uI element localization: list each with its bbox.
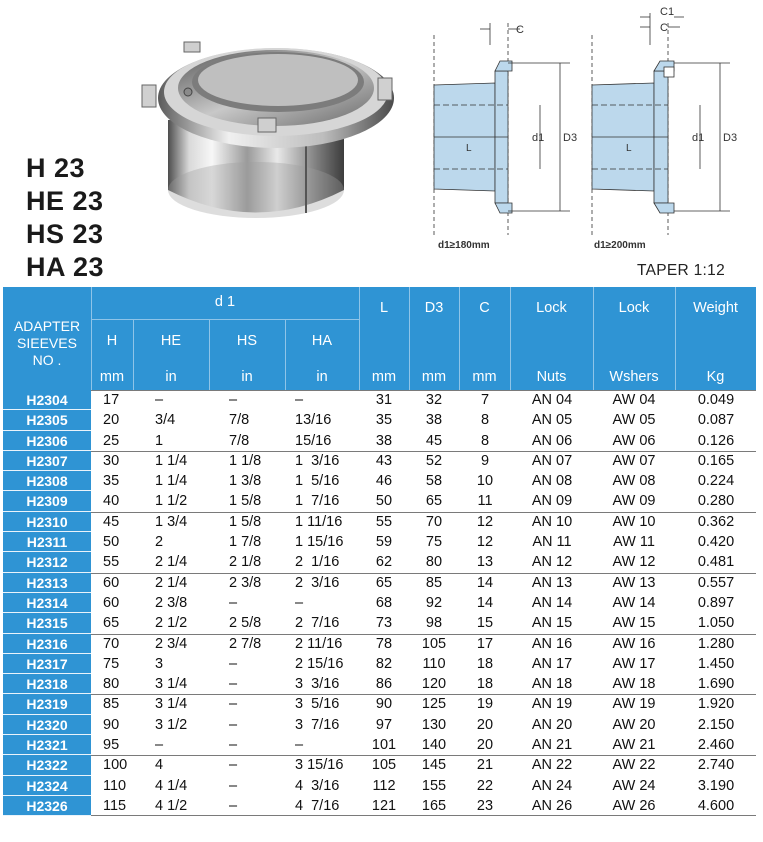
cell-ha: 3 15/16 — [295, 757, 344, 774]
cell-weight: 1.690 — [697, 676, 735, 693]
cell-he: 1 1/2 — [155, 493, 188, 510]
cell-hs: – — [229, 594, 238, 611]
table-row — [3, 431, 756, 451]
cell-l: 46 — [375, 473, 393, 490]
row-code: H2305 — [3, 410, 91, 430]
cell-he: 2 1/4 — [155, 574, 188, 591]
cell-weight: 1.450 — [697, 655, 735, 672]
row-code: H2306 — [3, 431, 91, 451]
cell-hs: 7/8 — [229, 432, 250, 449]
cell-he: 1 1/4 — [155, 452, 188, 469]
hs-header: HS — [236, 333, 258, 349]
table-row — [3, 715, 756, 735]
cell-lock-nut: AN 14 — [531, 594, 573, 611]
c-unit: mm — [472, 369, 497, 385]
cell-l: 35 — [375, 412, 393, 429]
cell-l: 97 — [375, 716, 393, 733]
cell-ha: 1 5/16 — [295, 473, 340, 490]
table-header — [3, 287, 756, 390]
cell-he: 4 1/2 — [155, 797, 188, 814]
row-code: H2316 — [3, 634, 91, 654]
lock-washers-header: Lock — [618, 300, 650, 316]
cell-weight: 0.049 — [697, 392, 735, 408]
cell-l: 50 — [375, 493, 393, 510]
cell-ha: 4 7/16 — [295, 797, 340, 814]
cell-ha: 1 3/16 — [295, 452, 340, 469]
cell-h: 30 — [103, 452, 120, 469]
cell-d3: 105 — [421, 635, 447, 652]
cell-ha: – — [295, 737, 304, 754]
cell-h: 60 — [103, 594, 120, 611]
cell-h: 60 — [103, 574, 120, 591]
table-row — [3, 674, 756, 694]
cell-ha: 1 7/16 — [295, 493, 340, 510]
row-code: H2326 — [3, 796, 91, 816]
cell-weight: 0.557 — [697, 574, 735, 591]
row-code: H2321 — [3, 735, 91, 755]
cell-weight: 0.420 — [697, 534, 735, 551]
cell-c: 13 — [476, 554, 494, 571]
cell-d3: 38 — [425, 412, 443, 429]
cell-hs: – — [229, 655, 238, 672]
cell-lock-washer: AW 19 — [612, 696, 656, 713]
d1-header: d 1 — [214, 294, 236, 310]
cell-hs: 1 5/8 — [229, 513, 262, 530]
nuts-unit: Nuts — [536, 369, 567, 385]
cell-lock-washer: AW 12 — [612, 554, 656, 571]
table-row — [3, 512, 756, 532]
cell-weight: 1.050 — [697, 615, 735, 632]
cell-c: 20 — [476, 737, 494, 754]
cell-lock-washer: AW 13 — [612, 574, 656, 591]
cell-c: 17 — [476, 635, 494, 652]
cell-d3: 120 — [421, 676, 447, 693]
cell-lock-washer: AW 09 — [612, 493, 656, 510]
cell-l: 62 — [375, 554, 393, 571]
cell-lock-washer: AW 14 — [612, 594, 656, 611]
cell-lock-washer: AW 20 — [612, 716, 656, 733]
cell-h: 115 — [103, 797, 127, 814]
adapter-sleeve-image — [138, 30, 400, 220]
diagram-right-c1-label: C1 — [660, 6, 675, 18]
cell-h: 65 — [103, 615, 120, 632]
weight-header: Weight — [693, 300, 738, 316]
cell-c: 14 — [476, 574, 494, 591]
cell-d3: 75 — [425, 534, 443, 551]
cross-section-diagram-right — [580, 5, 763, 253]
cell-d3: 145 — [421, 757, 447, 774]
cell-c: 20 — [476, 716, 494, 733]
cell-d3: 98 — [425, 615, 443, 632]
cell-h: 85 — [103, 696, 120, 713]
cell-l: 59 — [375, 534, 393, 551]
cell-c: 12 — [476, 513, 494, 530]
cell-lock-nut: AN 04 — [531, 392, 573, 408]
ha-header: HA — [311, 333, 333, 349]
diagram-right-c-label: C — [660, 22, 668, 34]
cell-hs: 2 5/8 — [229, 615, 262, 632]
series-title-h23: H 23 — [26, 153, 86, 183]
cell-l: 82 — [375, 655, 393, 672]
cell-d3: 92 — [425, 594, 443, 611]
cell-ha: 2 1/16 — [295, 554, 340, 571]
cell-hs: 7/8 — [229, 412, 250, 429]
cell-c: 23 — [476, 797, 494, 814]
cell-lock-nut: AN 18 — [531, 676, 573, 693]
cell-lock-nut: AN 13 — [531, 574, 573, 591]
cell-lock-washer: AW 26 — [612, 797, 656, 814]
cell-c: 15 — [476, 615, 494, 632]
cell-l: 55 — [375, 513, 393, 530]
cell-lock-washer: AW 16 — [612, 635, 656, 652]
cell-lock-washer: AW 21 — [612, 737, 656, 754]
cell-d3: 155 — [421, 777, 447, 794]
cell-lock-washer: AW 04 — [612, 392, 656, 408]
cell-h: 45 — [103, 513, 120, 530]
cell-d3: 52 — [425, 452, 443, 469]
table-row — [3, 532, 756, 552]
cell-weight: 2.150 — [697, 716, 735, 733]
diagram-left-caption: d1≥180mm — [438, 240, 490, 251]
cell-hs: – — [229, 392, 238, 408]
row-code: H2314 — [3, 593, 91, 613]
cell-l: 38 — [375, 432, 393, 449]
cell-ha: 2 3/16 — [295, 574, 340, 591]
cell-weight: 0.280 — [697, 493, 735, 510]
table-row — [3, 755, 756, 775]
cell-ha: 3 3/16 — [295, 676, 340, 693]
cell-h: 90 — [103, 716, 120, 733]
row-code: H2308 — [3, 471, 91, 491]
row-code: H2307 — [3, 451, 91, 471]
he-unit: in — [165, 369, 177, 385]
cell-l: 65 — [375, 574, 393, 591]
row-code: H2304 — [3, 390, 91, 410]
row-code: H2320 — [3, 715, 91, 735]
row-code: H2322 — [3, 755, 91, 775]
cell-hs: 1 7/8 — [229, 534, 262, 551]
row-code: H2319 — [3, 694, 91, 714]
cell-lock-nut: AN 11 — [532, 534, 572, 551]
cell-he: 3 1/2 — [155, 716, 188, 733]
cell-hs: 1 1/8 — [229, 452, 262, 469]
cell-l: 86 — [375, 676, 393, 693]
spec-table — [3, 287, 756, 816]
cell-lock-washer: AW 15 — [612, 615, 656, 632]
d3-unit: mm — [421, 369, 447, 385]
cell-ha: 13/16 — [295, 412, 332, 429]
cell-he: 2 — [155, 534, 164, 551]
cell-d3: 70 — [425, 513, 443, 530]
cell-hs: – — [229, 757, 238, 774]
row-code: H2313 — [3, 573, 91, 593]
diagram-right-caption: d1≥200mm — [594, 240, 646, 251]
table-row — [3, 613, 756, 633]
cell-l: 78 — [375, 635, 393, 652]
cell-weight: 0.897 — [697, 594, 735, 611]
cell-lock-washer: AW 10 — [612, 513, 656, 530]
cell-ha: 2 7/16 — [295, 615, 340, 632]
diagram-right-d1-label: d1 — [692, 132, 705, 144]
cell-lock-washer: AW 07 — [612, 452, 656, 469]
cell-weight: 0.165 — [697, 452, 735, 469]
cell-weight: 2.740 — [697, 757, 735, 774]
cell-lock-washer: AW 18 — [612, 676, 656, 693]
series-title-hs23: HS 23 — [26, 219, 104, 249]
diagram-left-d1-label: d1 — [532, 132, 545, 144]
diagram-left-c-label: C — [516, 24, 524, 36]
cell-lock-washer: AW 11 — [613, 534, 655, 551]
cell-c: 19 — [476, 696, 494, 713]
cell-he: 2 1/2 — [155, 615, 188, 632]
table-row — [3, 471, 756, 491]
cell-ha: – — [295, 392, 304, 408]
table-row — [3, 634, 756, 654]
cell-l: 68 — [375, 594, 393, 611]
cell-lock-washer: AW 08 — [612, 473, 656, 490]
row-code: H2324 — [3, 776, 91, 796]
cell-he: 1 3/4 — [155, 513, 188, 530]
table-row — [3, 390, 756, 410]
cell-h: 20 — [103, 412, 120, 429]
cell-hs: 1 5/8 — [229, 493, 262, 510]
cell-h: 100 — [103, 757, 128, 774]
cell-d3: 140 — [421, 737, 447, 754]
cell-ha: 1 15/16 — [295, 534, 344, 551]
cell-weight: 2.460 — [697, 737, 735, 754]
cell-he: 4 1/4 — [155, 777, 188, 794]
cell-h: 40 — [103, 493, 120, 510]
cell-h: 80 — [103, 676, 120, 693]
cell-c: 18 — [476, 676, 494, 693]
cell-weight: 0.481 — [697, 554, 735, 571]
cell-he: 2 3/8 — [155, 594, 188, 611]
table-row — [3, 573, 756, 593]
cell-l: 90 — [375, 696, 393, 713]
l-unit: mm — [371, 369, 397, 385]
cell-h: 50 — [103, 534, 120, 551]
cell-he: – — [155, 737, 164, 754]
cell-h: 95 — [103, 737, 120, 754]
taper-label: TAPER 1:12 — [637, 262, 726, 279]
cell-d3: 45 — [425, 432, 443, 449]
cell-weight: 0.087 — [697, 412, 735, 429]
cell-hs: – — [229, 676, 238, 693]
cell-lock-nut: AN 16 — [531, 635, 573, 652]
cell-weight: 0.126 — [697, 432, 735, 449]
cell-h: 110 — [103, 777, 127, 794]
cell-l: 31 — [375, 392, 393, 408]
table-row — [3, 552, 756, 572]
cell-lock-nut: AN 10 — [531, 513, 573, 530]
table-body — [3, 390, 756, 816]
table-row — [3, 451, 756, 471]
c-header: C — [479, 300, 490, 316]
cell-ha: 15/16 — [295, 432, 332, 449]
kg-unit: Kg — [706, 369, 725, 385]
cell-d3: 130 — [421, 716, 447, 733]
cell-l: 43 — [375, 452, 393, 469]
cell-lock-nut: AN 09 — [531, 493, 573, 510]
row-code: H2309 — [3, 491, 91, 511]
cell-l: 112 — [372, 777, 396, 794]
cell-he: 2 3/4 — [155, 635, 188, 652]
series-title-he23: HE 23 — [26, 186, 104, 216]
table-row — [3, 796, 756, 816]
cell-weight: 1.920 — [697, 696, 735, 713]
washers-unit: Wshers — [609, 369, 659, 385]
cell-c: 12 — [476, 534, 494, 551]
cell-he: 1 — [155, 432, 164, 449]
cell-hs: – — [229, 696, 238, 713]
cell-he: 3 — [155, 655, 164, 672]
cell-lock-nut: AN 19 — [531, 696, 573, 713]
diagram-right-l-label: L — [626, 143, 632, 154]
row-code: H2312 — [3, 552, 91, 572]
table-row — [3, 735, 756, 755]
cell-c: 8 — [480, 412, 490, 429]
diagram-left-d3-label: D3 — [563, 132, 578, 144]
cell-lock-nut: AN 06 — [531, 432, 573, 449]
cell-d3: 65 — [425, 493, 443, 510]
cell-c: 11 — [477, 493, 493, 510]
he-header: HE — [160, 333, 182, 349]
cell-hs: – — [229, 797, 238, 814]
cell-d3: 125 — [421, 696, 447, 713]
cell-hs: – — [229, 737, 238, 754]
cell-c: 9 — [480, 452, 490, 469]
cell-lock-nut: AN 12 — [531, 554, 573, 571]
cell-he: 1 1/4 — [155, 473, 188, 490]
cell-d3: 32 — [425, 392, 443, 408]
table-row — [3, 410, 756, 430]
hs-unit: in — [241, 369, 253, 385]
cell-hs: 1 3/8 — [229, 473, 262, 490]
cell-hs: 2 7/8 — [229, 635, 262, 652]
row-code: H2317 — [3, 654, 91, 674]
cell-he: 2 1/4 — [155, 554, 188, 571]
cell-hs: 2 3/8 — [229, 574, 262, 591]
table-row — [3, 593, 756, 613]
row-code: H2310 — [3, 512, 91, 532]
cell-he: – — [155, 392, 164, 408]
cell-h: 55 — [103, 554, 120, 571]
cell-ha: 1 11/16 — [295, 513, 343, 530]
cell-he: 3/4 — [155, 412, 176, 429]
cell-weight: 1.280 — [697, 635, 735, 652]
cell-lock-washer: AW 22 — [612, 757, 656, 774]
cell-h: 25 — [103, 432, 120, 449]
cell-ha: 3 5/16 — [295, 696, 340, 713]
diagram-right-d3-label: D3 — [723, 132, 738, 144]
lock-nuts-header: Lock — [536, 300, 567, 316]
row-code: H2318 — [3, 674, 91, 694]
cell-hs: 2 1/8 — [229, 554, 262, 571]
cell-lock-nut: AN 20 — [531, 716, 573, 733]
cell-lock-nut: AN 05 — [531, 412, 573, 429]
cell-he: 4 — [155, 757, 164, 774]
cell-weight: 4.600 — [697, 797, 735, 814]
cell-lock-nut: AN 22 — [531, 757, 573, 774]
cell-ha: 4 3/16 — [295, 777, 340, 794]
cell-hs: – — [229, 777, 238, 794]
cell-lock-nut: AN 26 — [531, 797, 573, 814]
cell-d3: 85 — [425, 574, 443, 591]
cell-weight: 0.362 — [697, 513, 735, 530]
cell-hs: – — [229, 716, 238, 733]
cell-c: 22 — [476, 777, 494, 794]
cell-c: 21 — [476, 757, 494, 774]
cell-h: 17 — [103, 392, 120, 408]
cell-l: 105 — [371, 757, 397, 774]
h-header: H — [106, 333, 118, 349]
cell-h: 75 — [103, 655, 120, 672]
table-row — [3, 776, 756, 796]
cell-lock-nut: AN 15 — [531, 615, 573, 632]
cell-weight: 0.224 — [697, 473, 735, 490]
cell-ha: 2 15/16 — [295, 655, 344, 672]
cell-he: 3 1/4 — [155, 696, 188, 713]
cell-c: 7 — [480, 392, 490, 408]
diagram-left-l-label: L — [466, 143, 472, 154]
cell-lock-washer: AW 06 — [612, 432, 656, 449]
adapter-header-line1: ADAPTER — [13, 318, 81, 334]
cell-d3: 58 — [425, 473, 443, 490]
cell-l: 121 — [371, 797, 397, 814]
cell-lock-nut: AN 08 — [531, 473, 573, 490]
cell-ha: 3 7/16 — [295, 716, 340, 733]
cell-h: 35 — [103, 473, 120, 490]
cell-l: 101 — [371, 737, 397, 754]
table-row — [3, 491, 756, 511]
cell-d3: 165 — [421, 797, 447, 814]
cell-lock-nut: AN 07 — [531, 452, 573, 469]
cell-d3: 80 — [425, 554, 443, 571]
cell-he: 3 1/4 — [155, 676, 188, 693]
cell-h: 70 — [103, 635, 120, 652]
cell-lock-nut: AN 21 — [531, 737, 573, 754]
cell-c: 14 — [476, 594, 494, 611]
cell-lock-washer: AW 24 — [612, 777, 656, 794]
cell-c: 18 — [476, 655, 494, 672]
cell-lock-washer: AW 17 — [612, 655, 656, 672]
cell-ha: 2 11/16 — [295, 635, 343, 652]
d3-header: D3 — [424, 300, 444, 316]
cell-weight: 3.190 — [697, 777, 735, 794]
table-row — [3, 694, 756, 714]
cell-c: 10 — [476, 473, 494, 490]
ha-unit: in — [316, 369, 328, 385]
h-unit: mm — [99, 369, 125, 385]
table-row — [3, 654, 756, 674]
cell-lock-nut: AN 17 — [531, 655, 573, 672]
row-code: H2311 — [3, 532, 91, 552]
cell-d3: 110 — [422, 655, 446, 672]
cell-ha: – — [295, 594, 304, 611]
cell-l: 73 — [375, 615, 393, 632]
adapter-header-line2: SIEEVES — [17, 335, 77, 351]
cell-lock-nut: AN 24 — [531, 777, 573, 794]
row-code: H2315 — [3, 613, 91, 633]
cell-c: 8 — [480, 432, 490, 449]
l-header: L — [379, 300, 389, 316]
cell-lock-washer: AW 05 — [612, 412, 656, 429]
series-title-ha23: HA 23 — [26, 252, 105, 282]
adapter-header-line3: NO . — [32, 352, 62, 368]
